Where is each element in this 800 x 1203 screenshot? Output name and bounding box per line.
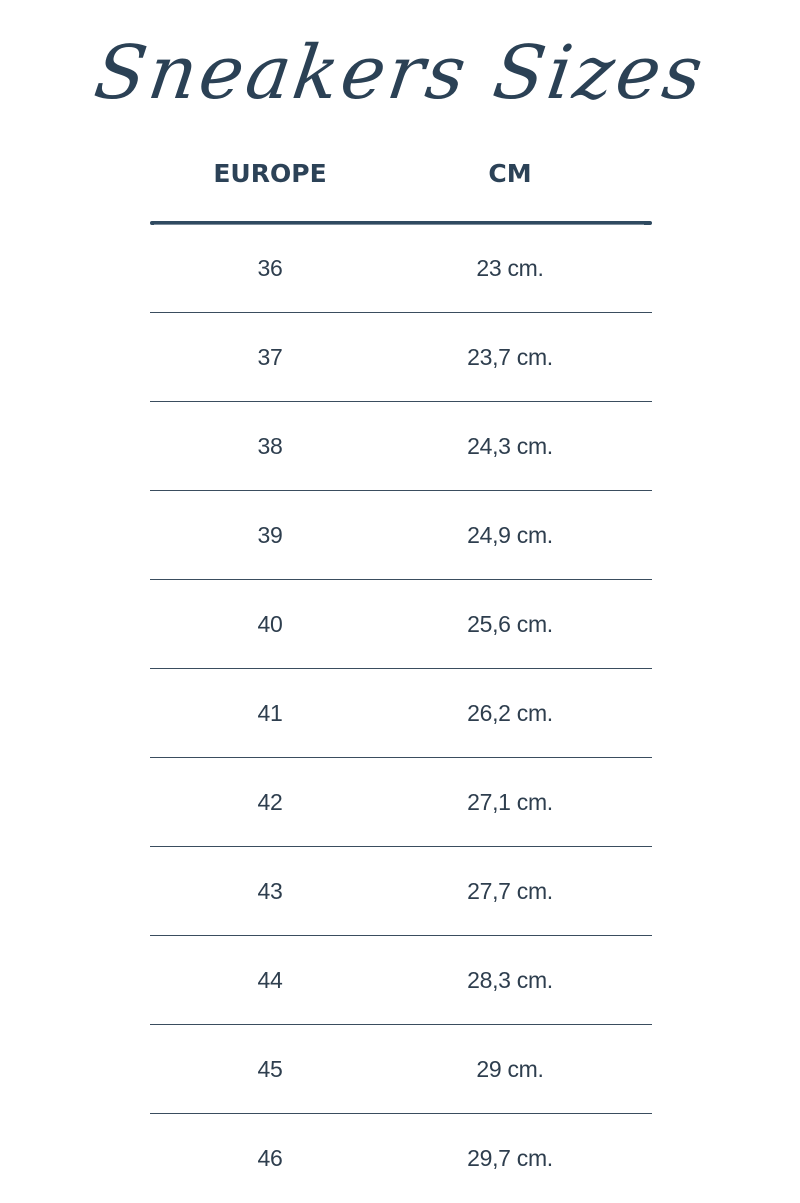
table-row xyxy=(150,224,652,313)
column-header-europe: EUROPE xyxy=(213,159,327,188)
europe-size-cell: 36 xyxy=(257,255,283,281)
cm-length-cell: 27,1 cm. xyxy=(467,789,553,815)
europe-size-cell: 37 xyxy=(257,344,283,370)
table-row xyxy=(150,491,652,580)
table-row xyxy=(150,936,652,1025)
column-header-cm: CM xyxy=(488,159,532,188)
table-row xyxy=(150,847,652,936)
cm-length-cell: 24,3 cm. xyxy=(467,433,553,459)
size-table xyxy=(150,224,652,1203)
table-row xyxy=(150,1025,652,1114)
europe-size-cell: 38 xyxy=(257,433,283,459)
cm-length-cell: 27,7 cm. xyxy=(467,878,553,904)
cm-length-cell: 28,3 cm. xyxy=(467,967,553,993)
europe-size-cell: 43 xyxy=(257,878,283,904)
cm-length-cell: 25,6 cm. xyxy=(467,611,553,637)
cm-length-cell: 24,9 cm. xyxy=(467,522,553,548)
cm-length-cell: 23 cm. xyxy=(476,255,544,281)
table-header xyxy=(150,152,650,200)
cm-length-cell: 29,7 cm. xyxy=(467,1145,553,1171)
europe-size-cell: 40 xyxy=(257,611,283,637)
table-row xyxy=(150,1114,652,1203)
table-row xyxy=(150,669,652,758)
europe-size-cell: 39 xyxy=(257,522,283,548)
table-row xyxy=(150,580,652,669)
europe-size-cell: 42 xyxy=(257,789,283,815)
europe-size-cell: 44 xyxy=(257,967,283,993)
page-title: Sneakers Sizes xyxy=(89,30,711,116)
cm-length-cell: 29 cm. xyxy=(476,1056,544,1082)
europe-size-cell: 46 xyxy=(257,1145,283,1171)
cm-length-cell: 26,2 cm. xyxy=(467,700,553,726)
europe-size-cell: 41 xyxy=(257,700,283,726)
table-row xyxy=(150,758,652,847)
europe-size-cell: 45 xyxy=(257,1056,283,1082)
cm-length-cell: 23,7 cm. xyxy=(467,344,553,370)
table-row xyxy=(150,313,652,402)
table-row xyxy=(150,402,652,491)
